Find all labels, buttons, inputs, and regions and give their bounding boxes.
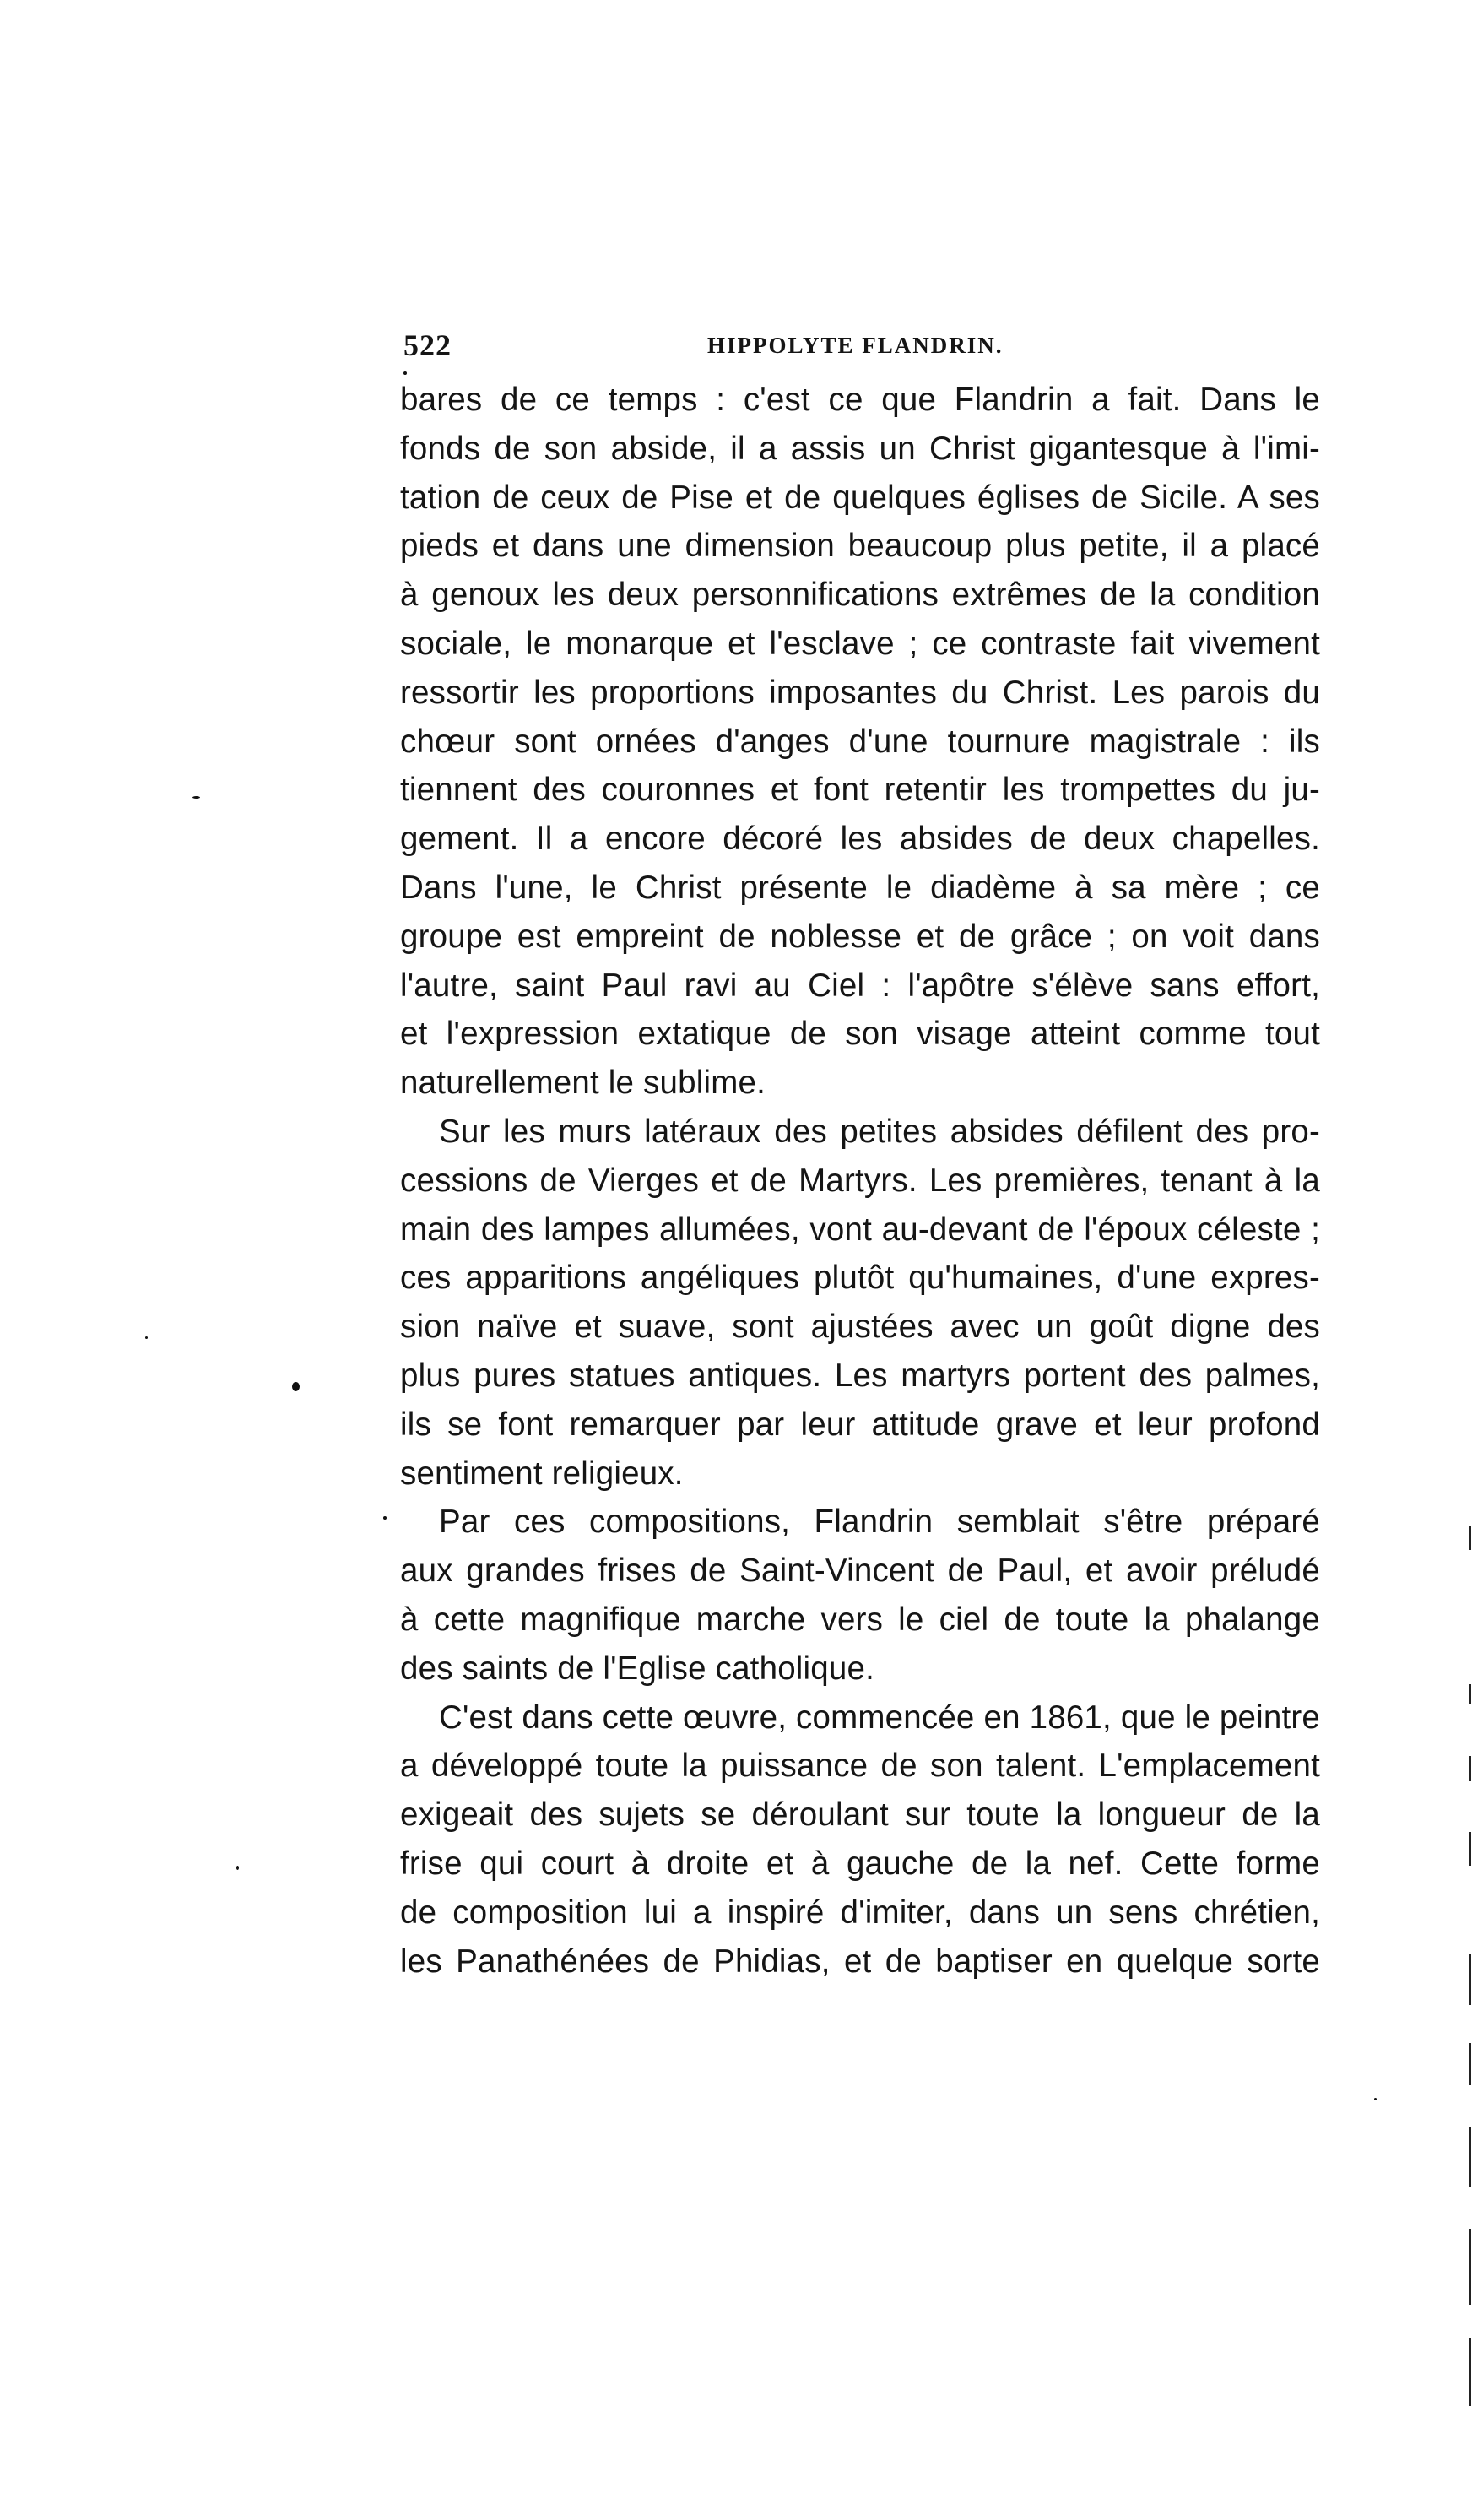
body-text xyxy=(400,376,1320,1986)
text-line: C'est dans cette œuvre, commencée en 1861, que le peintre xyxy=(439,1699,1320,1736)
text-line: exigeait des sujets se déroulant sur toute la longueur de la xyxy=(400,1797,1320,1834)
page-number: 522 xyxy=(403,328,452,362)
text-line: ils se font remarquer par leur attitude grave et leur profond xyxy=(400,1406,1320,1443)
text-line: des saints de l'Eglise catholique. xyxy=(400,1650,875,1687)
page-edge-mark xyxy=(1469,1756,1471,1781)
scan-speck xyxy=(1374,2098,1377,2100)
text-line: à cette magnifique marche vers le ciel de toute la phalange xyxy=(400,1601,1320,1638)
text-line: ces apparitions angéliques plutôt qu'humaines, d'une expres- xyxy=(400,1260,1320,1297)
text-line: les Panathénées de Phidias, et de baptiser en quelque sorte xyxy=(400,1943,1320,1980)
scan-speck xyxy=(292,1382,300,1391)
text-line: de composition lui a inspiré d'imiter, dans un sens chrétien, xyxy=(400,1894,1320,1931)
scan-speck xyxy=(383,1516,387,1520)
running-title: HIPPOLYTE FLANDRIN. xyxy=(707,333,1004,358)
text-line: plus pures statues antiques. Les martyrs portent des palmes, xyxy=(400,1357,1320,1394)
text-line: sociale, le monarque et l'esclave ; ce contraste fait vivement xyxy=(400,625,1320,662)
scan-speck xyxy=(403,371,407,375)
page-edge-mark xyxy=(1469,2229,1471,2305)
page-edge-mark xyxy=(1469,1526,1471,1550)
page-edge-mark xyxy=(1469,2043,1471,2085)
text-line: à genoux les deux personnifications extrêmes de la condition xyxy=(400,577,1320,614)
scan-speck xyxy=(236,1866,239,1870)
page-edge-mark xyxy=(1469,1954,1471,2005)
text-line: pieds et dans une dimension beaucoup plus petite, il a placé xyxy=(400,528,1320,565)
text-line: tation de ceux de Pise et de quelques églises de Sicile. A ses xyxy=(400,479,1320,516)
text-line: ressortir les proportions imposantes du Christ. Les parois du xyxy=(400,674,1320,711)
page-edge-mark xyxy=(1469,2127,1471,2187)
text-line: l'autre, saint Paul ravi au Ciel : l'apôtre s'élève sans effort, xyxy=(400,967,1320,1004)
text-line: fonds de son abside, il a assis un Christ gigantesque à l'imi- xyxy=(400,430,1320,467)
text-line: Par ces compositions, Flandrin semblait s'être préparé xyxy=(439,1504,1320,1541)
text-line: naturellement le sublime. xyxy=(400,1065,766,1102)
text-line: aux grandes frises de Saint-Vincent de Paul, et avoir préludé xyxy=(400,1553,1320,1590)
page-edge-mark xyxy=(1469,2338,1471,2406)
page-edge-mark xyxy=(1469,1684,1471,1704)
text-line: gement. Il a encore décoré les absides de deux chapelles. xyxy=(400,821,1320,858)
running-head xyxy=(403,328,1323,370)
text-line: Sur les murs latéraux des petites absides défilent des pro- xyxy=(439,1113,1320,1150)
page-edge-mark xyxy=(1469,1832,1471,1866)
scan-speck xyxy=(192,796,200,799)
text-line: sion naïve et suave, sont ajustées avec un goût digne des xyxy=(400,1309,1320,1346)
text-line: et l'expression extatique de son visage atteint comme tout xyxy=(400,1016,1320,1053)
text-line: a développé toute la puissance de son talent. L'emplacement xyxy=(400,1748,1320,1785)
text-line: groupe est empreint de noblesse et de grâce ; on voit dans xyxy=(400,918,1320,955)
text-line: chœur sont ornées d'anges d'une tournure magistrale : ils xyxy=(400,723,1320,760)
text-line: main des lampes allumées, vont au-devant de l'époux céleste ; xyxy=(400,1211,1320,1248)
text-line: frise qui court à droite et à gauche de la nef. Cette forme xyxy=(400,1845,1320,1882)
text-line: sentiment religieux. xyxy=(400,1455,684,1492)
text-line: tiennent des couronnes et font retentir les trompettes du ju- xyxy=(400,772,1320,809)
text-line: cessions de Vierges et de Martyrs. Les premières, tenant à la xyxy=(400,1162,1320,1199)
text-line: bares de ce temps : c'est ce que Flandrin a fait. Dans le xyxy=(400,382,1320,418)
text-line: Dans l'une, le Christ présente le diadème à sa mère ; ce xyxy=(400,869,1320,906)
scan-speck xyxy=(145,1336,148,1339)
